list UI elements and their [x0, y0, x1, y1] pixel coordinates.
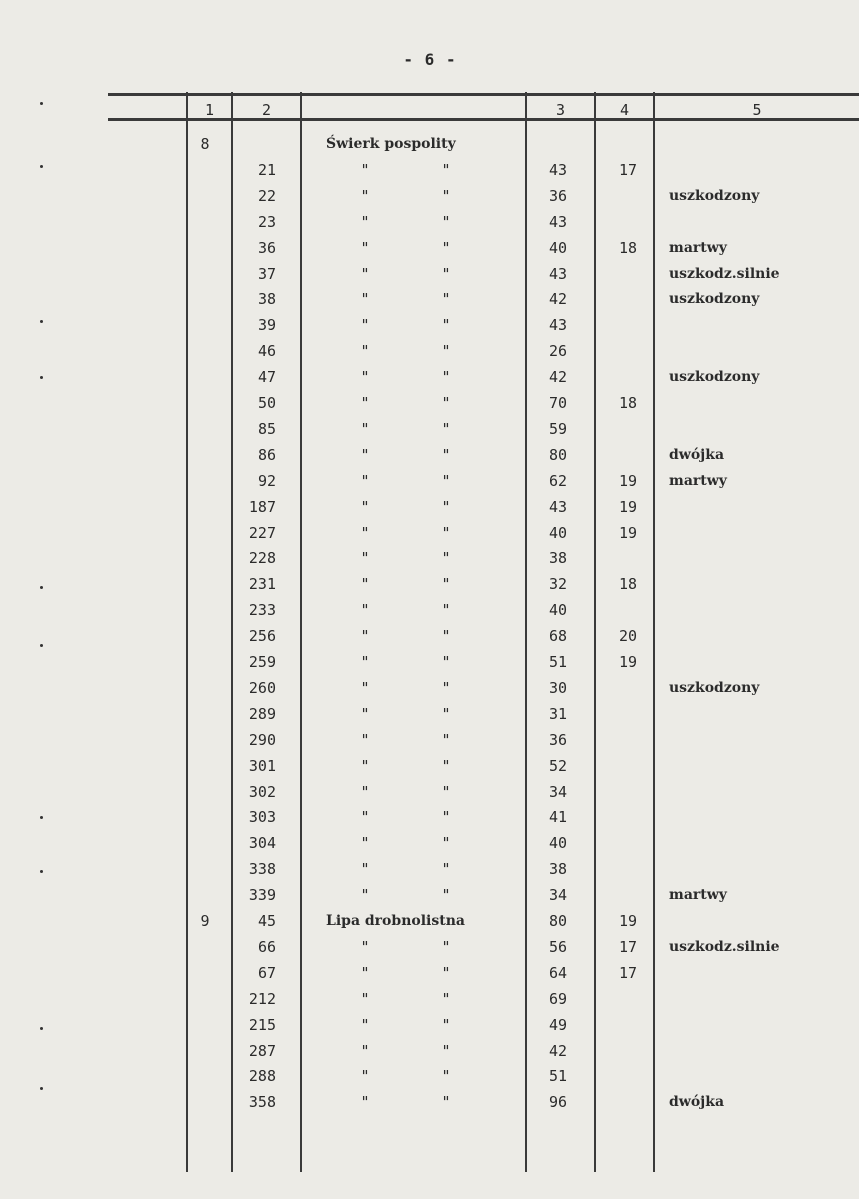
tree-number-cell: 92: [257, 471, 276, 490]
height-cell: 19: [618, 523, 637, 542]
height-cell: 17: [618, 937, 637, 956]
tree-number-cell: 358: [248, 1093, 276, 1112]
tree-number-cell: 85: [257, 419, 276, 438]
ditto-mark: ": [360, 238, 370, 257]
ditto-mark: ": [360, 601, 370, 620]
height-cell: 18: [618, 394, 637, 412]
table-row: [0, 623, 859, 649]
circumference-cell: 31: [548, 704, 567, 723]
ditto-mark: ": [441, 1093, 451, 1112]
ditto-mark: ": [360, 627, 370, 646]
ditto-mark: ": [441, 575, 451, 594]
punch-mark: [40, 102, 43, 105]
table-row: [0, 442, 859, 468]
tree-number-cell: 187: [248, 497, 276, 516]
table-row: [0, 597, 859, 623]
ditto-mark: ": [360, 419, 370, 438]
ditto-mark: ": [360, 368, 370, 387]
ditto-mark: ": [441, 860, 451, 879]
table-row: [0, 520, 859, 546]
circumference-cell: 32: [548, 575, 567, 594]
ditto-mark: ": [360, 860, 370, 879]
ditto-mark: ": [360, 937, 370, 956]
table-row: [0, 882, 859, 908]
circumference-cell: 70: [548, 394, 567, 412]
table-row: [0, 364, 859, 390]
header-col-1: 1: [204, 101, 215, 119]
tree-number-cell: 289: [248, 704, 276, 723]
table-row: [0, 1089, 859, 1115]
ditto-mark: ": [360, 497, 370, 516]
ditto-mark: ": [441, 653, 451, 671]
circumference-cell: 34: [548, 782, 567, 801]
table-row: [0, 545, 859, 571]
ditto-mark: ": [360, 186, 370, 205]
ditto-mark: ": [441, 989, 451, 1008]
circumference-cell: 43: [548, 264, 567, 283]
ditto-mark: ": [360, 1041, 370, 1060]
tree-number-cell: 37: [257, 264, 276, 283]
punch-mark: [40, 644, 43, 647]
tree-number-cell: 227: [248, 523, 276, 542]
table-row: [0, 494, 859, 520]
tree-number-cell: 50: [257, 394, 276, 412]
tree-number-cell: 228: [248, 549, 276, 568]
circumference-cell: 38: [548, 549, 567, 568]
circumference-cell: 59: [548, 419, 567, 438]
ditto-mark: ": [360, 989, 370, 1008]
tree-number-cell: 215: [248, 1015, 276, 1034]
circumference-cell: 36: [548, 730, 567, 749]
table-row: [0, 649, 859, 675]
ditto-mark: ": [441, 678, 451, 697]
ditto-mark: ": [360, 290, 370, 309]
tree-number-cell: 36: [257, 238, 276, 257]
ditto-mark: ": [441, 834, 451, 853]
circumference-cell: 64: [548, 963, 567, 982]
circumference-cell: 80: [548, 445, 567, 464]
tree-number-cell: 339: [248, 886, 276, 905]
punch-mark: [40, 816, 43, 819]
tree-number-cell: 66: [257, 937, 276, 956]
height-cell: 19: [618, 912, 637, 930]
species-name-cell: Lipa drobnolistna: [326, 913, 465, 929]
circumference-cell: 40: [548, 834, 567, 853]
height-cell: 19: [618, 653, 637, 671]
ditto-mark: ": [441, 290, 451, 309]
ditto-mark: ": [360, 704, 370, 723]
ditto-mark: ": [360, 394, 370, 412]
circumference-cell: 42: [548, 1041, 567, 1060]
ditto-mark: ": [441, 808, 451, 827]
circumference-cell: 80: [548, 912, 567, 930]
circumference-cell: 51: [548, 1067, 567, 1086]
ditto-mark: ": [360, 886, 370, 905]
ditto-mark: ": [441, 523, 451, 542]
punch-mark: [40, 320, 43, 323]
ditto-mark: ": [441, 627, 451, 646]
tree-number-cell: 303: [248, 808, 276, 827]
header-col-5: 5: [752, 101, 762, 119]
remarks-cell: uszkodzony: [669, 679, 760, 696]
ditto-mark: ": [360, 730, 370, 749]
tree-number-cell: 47: [257, 368, 276, 387]
table-row: [0, 830, 859, 856]
punch-mark: [40, 376, 43, 379]
circumference-cell: 56: [548, 937, 567, 956]
ditto-mark: ": [360, 549, 370, 568]
ditto-mark: ": [441, 782, 451, 801]
tree-number-cell: 233: [248, 601, 276, 620]
ditto-mark: ": [441, 1041, 451, 1060]
punch-mark: [40, 870, 43, 873]
ditto-mark: ": [360, 523, 370, 542]
circumference-cell: 69: [548, 989, 567, 1008]
circumference-cell: 43: [548, 316, 567, 335]
ditto-mark: ": [360, 678, 370, 697]
remarks-cell: uszkodz.silnie: [669, 265, 780, 282]
punch-mark: [40, 586, 43, 589]
tree-number-cell: 256: [248, 627, 276, 646]
tree-number-cell: 67: [257, 963, 276, 982]
ditto-mark: ": [360, 963, 370, 982]
height-cell: 18: [618, 575, 637, 594]
table-row: [0, 986, 859, 1012]
ditto-mark: ": [441, 1067, 451, 1086]
remarks-cell: uszkodz.silnie: [669, 938, 780, 955]
table-row: [0, 701, 859, 727]
remarks-cell: martwy: [669, 239, 727, 256]
table-row: [0, 804, 859, 830]
circumference-cell: 40: [548, 601, 567, 620]
circumference-cell: 42: [548, 290, 567, 309]
ditto-mark: ": [360, 834, 370, 853]
plot-number-cell: 9: [200, 912, 210, 930]
circumference-cell: 52: [548, 756, 567, 775]
remarks-cell: uszkodzony: [669, 369, 760, 386]
table-row: [0, 934, 859, 960]
ditto-mark: ": [360, 471, 370, 490]
ditto-mark: ": [441, 264, 451, 283]
table-row: [0, 779, 859, 805]
ditto-mark: ": [441, 549, 451, 568]
remarks-cell: martwy: [669, 472, 727, 489]
ditto-mark: ": [441, 471, 451, 490]
circumference-cell: 41: [548, 808, 567, 827]
plot-number-cell: 8: [200, 135, 210, 153]
table-row: [0, 468, 859, 494]
table-row: [0, 157, 859, 183]
ditto-mark: ": [441, 937, 451, 956]
ditto-mark: ": [360, 1067, 370, 1086]
ditto-mark: ": [441, 1015, 451, 1034]
tree-number-cell: 22: [257, 186, 276, 205]
ditto-mark: ": [360, 1093, 370, 1112]
table-row: [0, 856, 859, 882]
table-row: [0, 753, 859, 779]
table-row: [0, 131, 859, 157]
table-row: [0, 209, 859, 235]
ditto-mark: ": [441, 756, 451, 775]
remarks-cell: dwójka: [669, 1094, 725, 1111]
ditto-mark: ": [441, 212, 451, 231]
tree-number-cell: 338: [248, 860, 276, 879]
ditto-mark: ": [441, 445, 451, 464]
table-row: [0, 571, 859, 597]
circumference-cell: 34: [548, 886, 567, 905]
circumference-cell: 40: [548, 238, 567, 257]
tree-number-cell: 21: [257, 160, 276, 179]
ditto-mark: ": [360, 575, 370, 594]
circumference-cell: 43: [548, 212, 567, 231]
circumference-cell: 30: [548, 678, 567, 697]
header-col-2: 2: [261, 101, 272, 119]
height-cell: 17: [618, 160, 637, 179]
ditto-mark: ": [441, 160, 451, 179]
table-top-rule: [108, 93, 859, 96]
table-row: [0, 312, 859, 338]
table-row: [0, 675, 859, 701]
table-row: [0, 1063, 859, 1089]
ditto-mark: ": [441, 497, 451, 516]
ditto-mark: ": [360, 445, 370, 464]
ditto-mark: ": [441, 342, 451, 361]
circumference-cell: 62: [548, 471, 567, 490]
height-cell: 18: [618, 238, 637, 257]
remarks-cell: uszkodzony: [669, 187, 760, 204]
punch-mark: [40, 1027, 43, 1030]
table-row: [0, 338, 859, 364]
circumference-cell: 36: [548, 186, 567, 205]
header-col-3: 3: [555, 101, 566, 119]
circumference-cell: 43: [548, 160, 567, 179]
table-row: [0, 416, 859, 442]
table-row: [0, 1038, 859, 1064]
table-row: [0, 908, 859, 934]
ditto-mark: ": [441, 238, 451, 257]
ditto-mark: ": [441, 886, 451, 905]
tree-number-cell: 301: [248, 756, 276, 775]
tree-number-cell: 39: [257, 316, 276, 335]
table-row: [0, 286, 859, 312]
table-row: [0, 960, 859, 986]
ditto-mark: ": [360, 342, 370, 361]
tree-number-cell: 38: [257, 290, 276, 309]
tree-number-cell: 302: [248, 782, 276, 801]
tree-number-cell: 45: [257, 912, 276, 930]
tree-number-cell: 86: [257, 445, 276, 464]
ditto-mark: ": [360, 316, 370, 335]
table-row: [0, 235, 859, 261]
table-row: [0, 183, 859, 209]
tree-number-cell: 46: [257, 342, 276, 361]
height-cell: 20: [618, 627, 637, 646]
table-row: [0, 1012, 859, 1038]
circumference-cell: 42: [548, 368, 567, 387]
punch-mark: [40, 1087, 43, 1090]
tree-number-cell: 288: [248, 1067, 276, 1086]
tree-number-cell: 304: [248, 834, 276, 853]
ditto-mark: ": [360, 653, 370, 671]
ditto-mark: ": [441, 963, 451, 982]
circumference-cell: 96: [548, 1093, 567, 1112]
ditto-mark: ": [360, 782, 370, 801]
table-row: [0, 727, 859, 753]
height-cell: 17: [618, 963, 637, 982]
ditto-mark: ": [441, 186, 451, 205]
ditto-mark: ": [360, 756, 370, 775]
table-row: [0, 390, 859, 416]
header-col-4: 4: [619, 101, 630, 119]
tree-number-cell: 259: [248, 653, 276, 671]
ditto-mark: ": [441, 419, 451, 438]
punch-mark: [40, 165, 43, 168]
circumference-cell: 68: [548, 627, 567, 646]
circumference-cell: 43: [548, 497, 567, 516]
ditto-mark: ": [441, 601, 451, 620]
ditto-mark: ": [360, 160, 370, 179]
page-number: - 6 -: [403, 50, 457, 69]
ditto-mark: ": [441, 730, 451, 749]
ditto-mark: ": [360, 808, 370, 827]
circumference-cell: 51: [548, 653, 567, 671]
height-cell: 19: [618, 471, 637, 490]
ditto-mark: ": [441, 394, 451, 412]
ditto-mark: ": [360, 212, 370, 231]
tree-number-cell: 260: [248, 678, 276, 697]
tree-number-cell: 231: [248, 575, 276, 594]
tree-number-cell: 212: [248, 989, 276, 1008]
remarks-cell: martwy: [669, 887, 727, 904]
remarks-cell: dwójka: [669, 446, 725, 463]
ditto-mark: ": [441, 704, 451, 723]
ditto-mark: ": [441, 368, 451, 387]
circumference-cell: 40: [548, 523, 567, 542]
circumference-cell: 26: [548, 342, 567, 361]
circumference-cell: 49: [548, 1015, 567, 1034]
remarks-cell: uszkodzony: [669, 291, 760, 308]
tree-number-cell: 287: [248, 1041, 276, 1060]
tree-number-cell: 23: [257, 212, 276, 231]
species-name-cell: Świerk pospolity: [326, 136, 456, 152]
height-cell: 19: [618, 497, 637, 516]
ditto-mark: ": [360, 264, 370, 283]
circumference-cell: 38: [548, 860, 567, 879]
table-row: [0, 261, 859, 287]
tree-number-cell: 290: [248, 730, 276, 749]
ditto-mark: ": [441, 316, 451, 335]
ditto-mark: ": [360, 1015, 370, 1034]
